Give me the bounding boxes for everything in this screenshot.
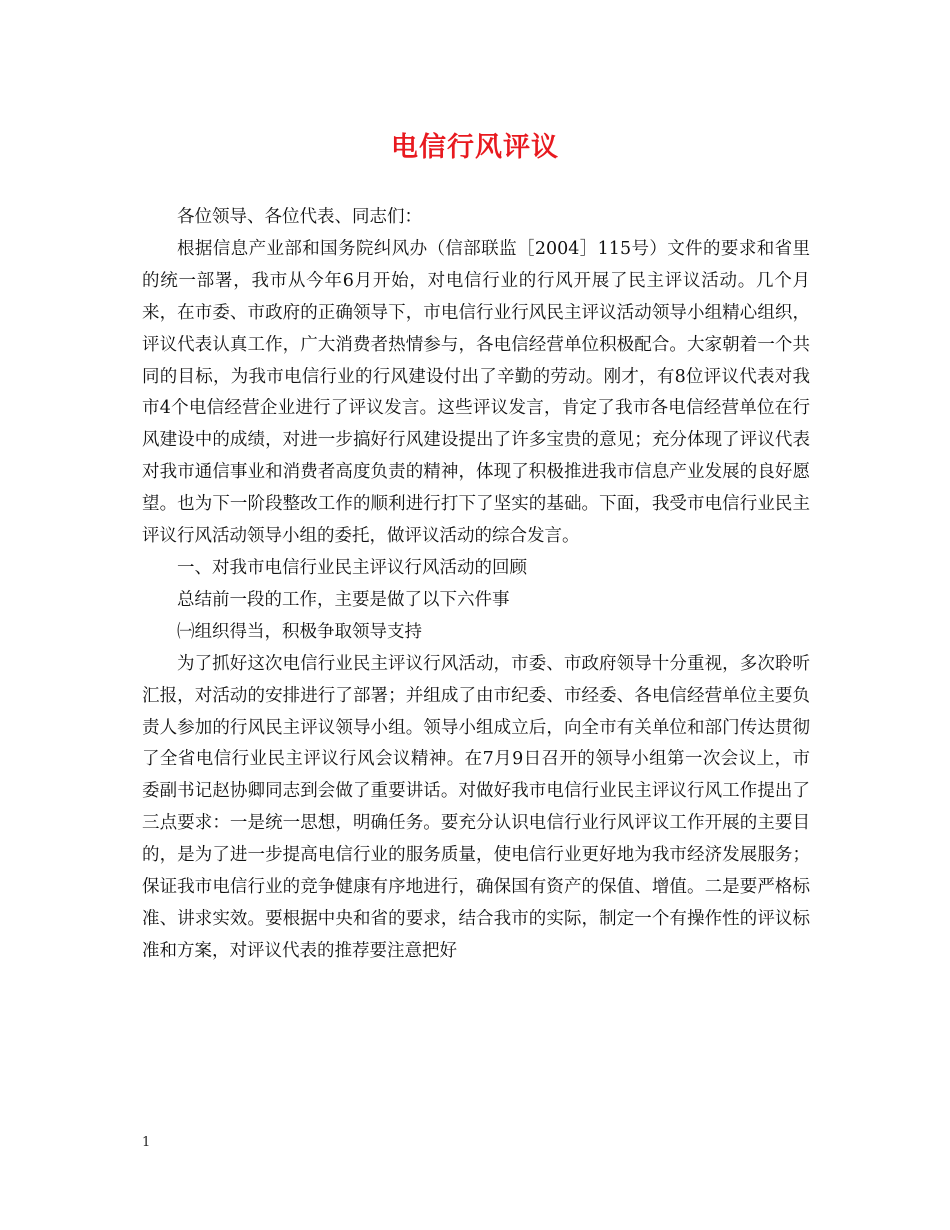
salutation-paragraph: 各位领导、各位代表、同志们：: [177, 207, 422, 227]
organization-paragraph: 为了抓好这次电信行业民主评议行风活动，市委、市政府领导十分重视，多次聆听汇报，对活动的安排进行了部署；并组成了由市纪委、市经委、各电信经营单位主要负责人参加的行风民主评议领导小组。领导小组成立后，向全市有关单位和部门传达贯彻了全省电信行业民主评议行风会议精神。在7月9日召开的领导小组第一次会议上，市委副书记赵协卿同志到会做了重要讲话。对做好我市电信行业民主评议行风工作提出了三点要求：一是统一思想，明确任务。要充分认识电信行业行风评议工作开展的主要目的，是为了进一步提高电信行业的服务质量，使电信行业更好地为我市经济发展服务；保证我市电信行业的竞争健康有序地进行，确保国有资产的保值、增值。二是要严格标准、讲求实效。要根据中央和省的要求，结合我市的实际，制定一个有操作性的评议标准和方案，对评议代表的推荐要注意把好: [142, 653, 810, 961]
subsection-heading-organization: ㈠组织得当，积极争取领导支持: [177, 621, 422, 642]
summary-line: 总结前一段的工作，主要是做了以下六件事: [177, 589, 510, 610]
document-body: [142, 202, 810, 968]
section-heading-review: 一、对我市电信行业民主评议行风活动的回顾: [177, 557, 527, 578]
document-title: 电信行风评议: [391, 132, 559, 163]
intro-paragraph: 根据信息产业部和国务院纠风办（信部联监［2004］115号）文件的要求和省里的统一部署，我市从今年6月开始，对电信行业的行风开展了民主评议活动。几个月来，在市委、市政府的正确领导下，市电信行业行风民主评议活动领导小组精心组织，评议代表认真工作，广大消费者热情参与，各电信经营单位积极配合。大家朝着一个共同的目标，为我市电信行业的行风建设付出了辛勤的劳动。刚才，有8位评议代表对我市4个电信经营企业进行了评议发言。这些评议发言，肯定了我市各电信经营单位在行风建设中的成绩，对进一步搞好行风建设提出了许多宝贵的意见；充分体现了评议代表对我市通信事业和消费者高度负责的精神，体现了积极推进我市信息产业发展的良好愿望。也为下一阶段整改工作的顺利进行打下了坚实的基础。下面，我受市电信行业民主评议行风活动领导小组的委托，做评议活动的综合发言。: [142, 238, 810, 547]
page-number: 1: [142, 1135, 151, 1150]
